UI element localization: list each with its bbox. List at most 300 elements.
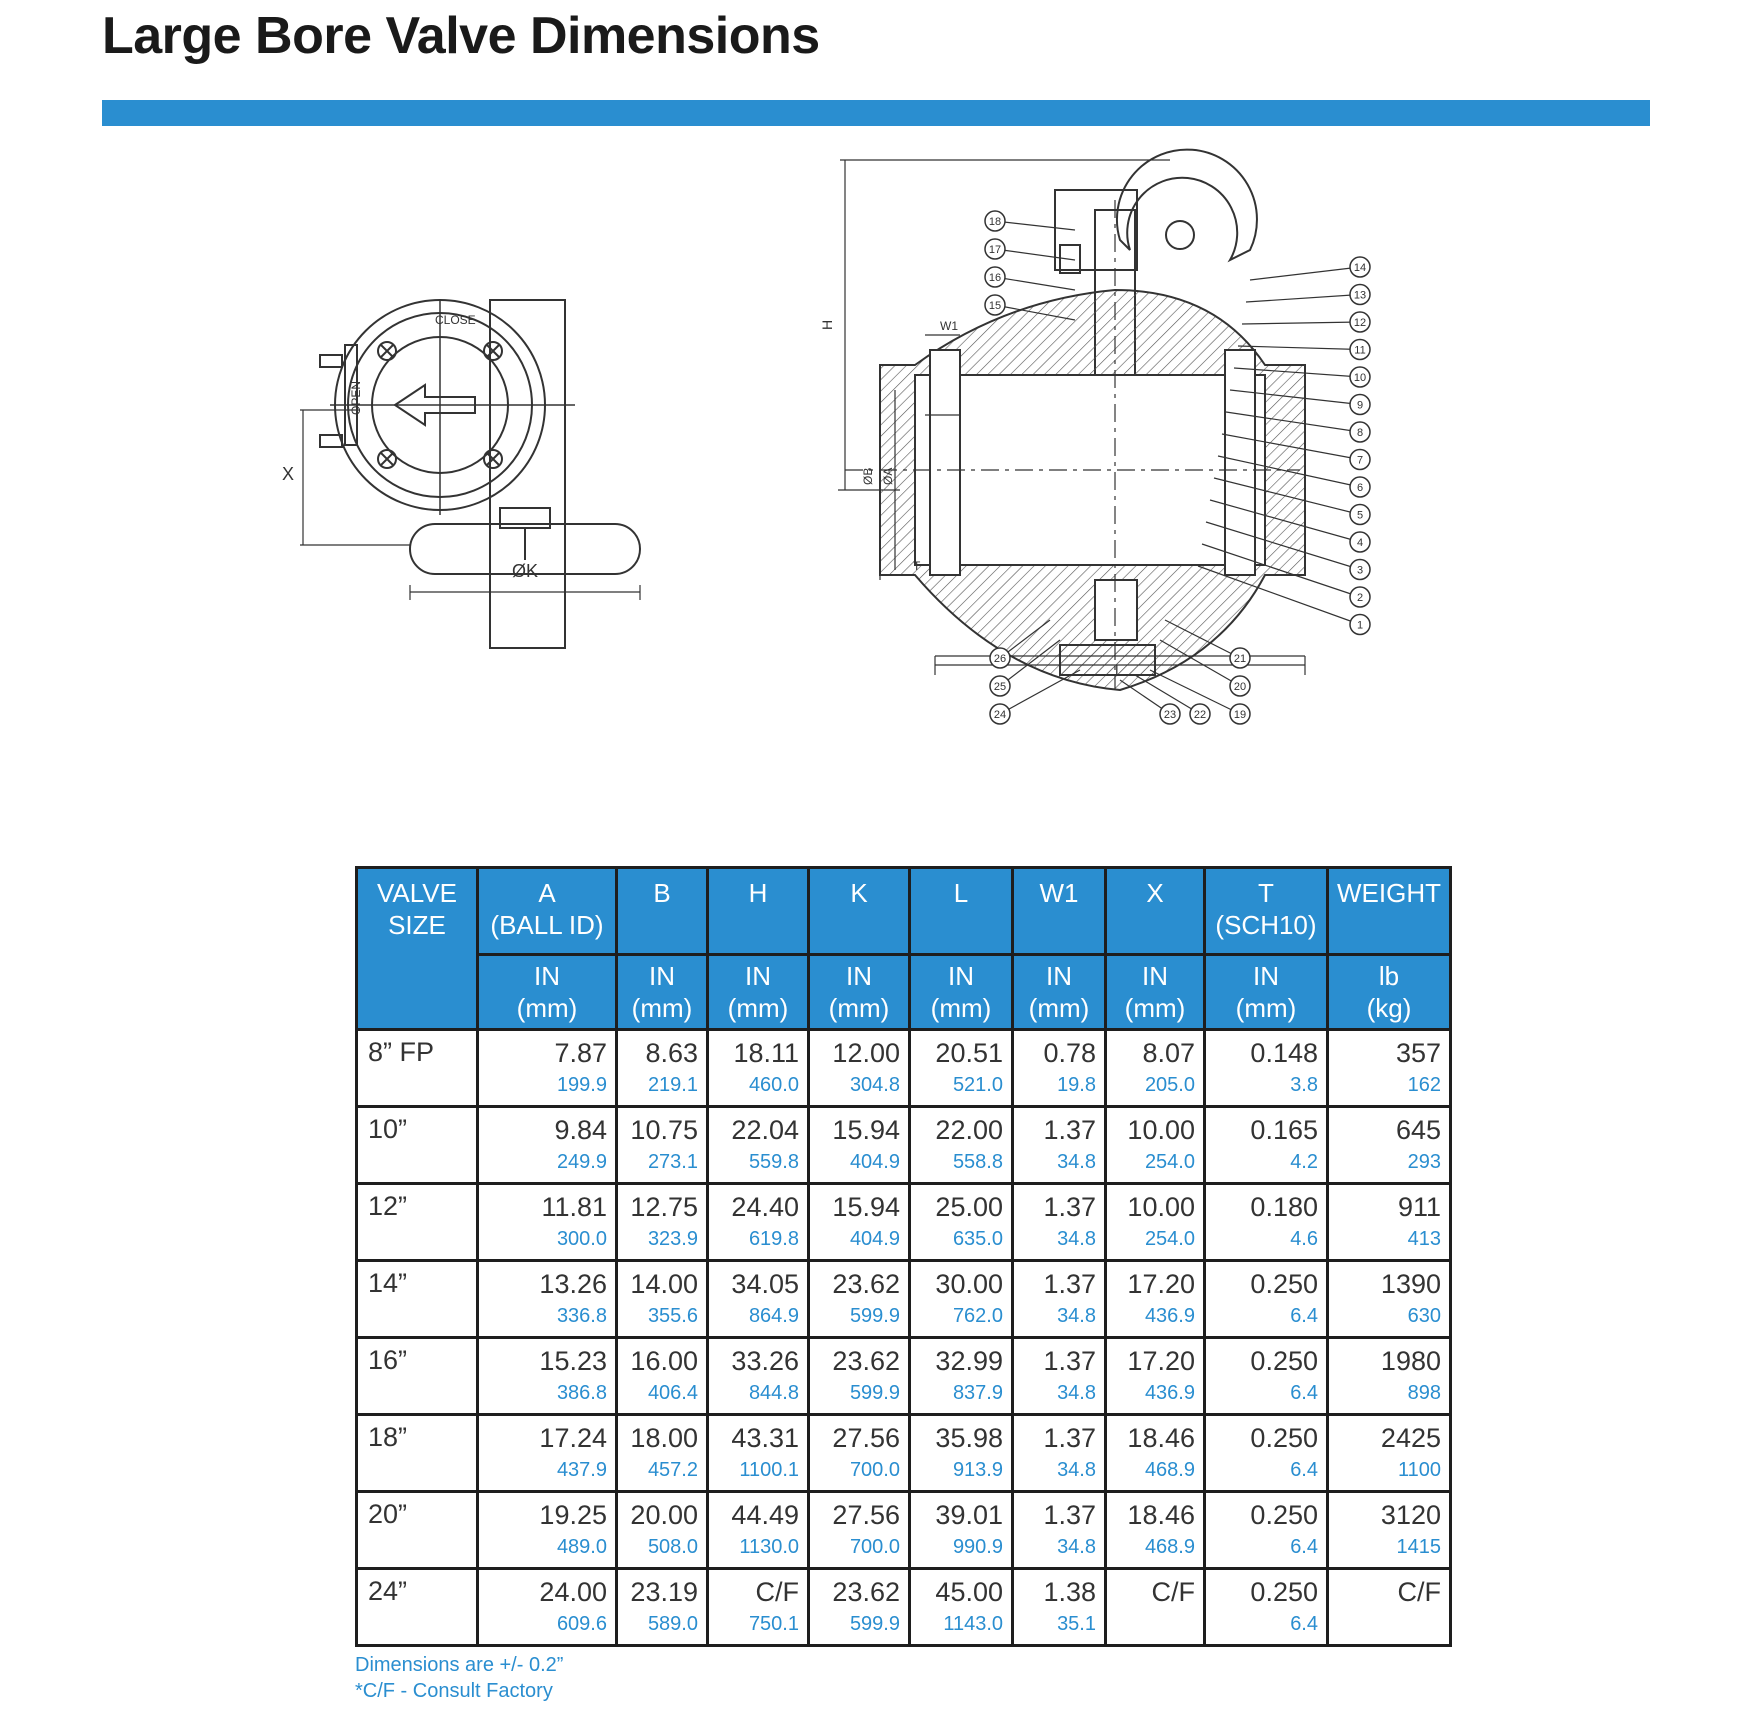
value-imperial: 22.00 — [935, 1115, 1003, 1145]
valve-drawing — [0, 140, 1749, 780]
header-unit-x — [1106, 955, 1205, 1030]
value-metric: 1100.1 — [739, 1459, 799, 1481]
callout-bubble — [1250, 257, 1370, 280]
value-cell — [910, 1261, 1013, 1338]
callout-number: 9 — [1356, 399, 1364, 412]
unit-secondary: (mm) — [1028, 993, 1090, 1023]
header-col-k — [809, 868, 910, 955]
callout-bubble — [1246, 285, 1370, 305]
table-row — [357, 1492, 1451, 1569]
callout-bubble — [1242, 312, 1370, 332]
l-dimension-label: L — [1115, 662, 1123, 678]
value-metric: 6.4 — [1290, 1305, 1318, 1327]
value-imperial: 9.84 — [554, 1115, 607, 1145]
value-metric: 468.9 — [1144, 1459, 1195, 1481]
header-row-labels — [357, 868, 1451, 955]
value-cell — [617, 1569, 708, 1646]
footnote-consult-factory: *C/F - Consult Factory — [355, 1680, 553, 1702]
value-imperial: 15.23 — [539, 1346, 607, 1376]
value-metric: 4.2 — [1290, 1151, 1318, 1173]
value-metric: 1143.0 — [943, 1613, 1003, 1635]
value-metric: 4.6 — [1290, 1228, 1318, 1250]
callout-number: 7 — [1356, 454, 1364, 467]
value-metric: 1415 — [1396, 1536, 1441, 1558]
callout-number: 13 — [1353, 289, 1367, 302]
value-cell — [1013, 1107, 1106, 1184]
footnote-tolerance: Dimensions are +/- 0.2” — [355, 1654, 564, 1676]
value-metric: 413 — [1407, 1228, 1441, 1250]
value-cell — [809, 1030, 910, 1107]
header-sublabel: SIZE — [388, 910, 446, 940]
value-metric: 386.8 — [556, 1382, 607, 1404]
value-cell — [617, 1030, 708, 1107]
valve-size-cell: 8” FP — [357, 1030, 478, 1107]
value-imperial: 3120 — [1380, 1500, 1441, 1530]
value-imperial: 10.00 — [1127, 1192, 1195, 1222]
value-cell — [1013, 1569, 1106, 1646]
value-imperial: 0.250 — [1250, 1346, 1318, 1376]
value-cell — [478, 1261, 617, 1338]
value-metric: 273.1 — [647, 1151, 698, 1173]
value-metric: 34.8 — [1057, 1382, 1096, 1404]
value-imperial: 18.11 — [733, 1038, 799, 1068]
value-imperial: 20.51 — [935, 1038, 1003, 1068]
value-metric: 404.9 — [849, 1151, 900, 1173]
value-cell — [708, 1415, 809, 1492]
value-imperial: C/F — [1151, 1577, 1195, 1607]
value-cell — [1013, 1492, 1106, 1569]
unit-secondary: (mm) — [828, 993, 890, 1023]
value-metric: 468.9 — [1144, 1536, 1195, 1558]
unit-primary: IN — [1046, 961, 1072, 991]
value-metric: 558.8 — [952, 1151, 1003, 1173]
value-metric: 34.8 — [1057, 1459, 1096, 1481]
callout-number: 12 — [1353, 317, 1367, 329]
valve-size-cell: 20” — [357, 1492, 478, 1569]
value-metric: 913.9 — [952, 1459, 1003, 1481]
value-metric: 219.1 — [647, 1074, 698, 1096]
header-unit-k — [809, 955, 910, 1030]
value-cell — [1013, 1261, 1106, 1338]
header-sublabel: (BALL ID) — [490, 910, 604, 940]
value-metric: 864.9 — [748, 1305, 799, 1327]
value-metric: 837.9 — [952, 1382, 1003, 1404]
header-col-h — [708, 868, 809, 955]
callout-number: 19 — [1233, 709, 1247, 721]
w1-dimension-label: W1 — [940, 319, 958, 333]
value-cell — [617, 1261, 708, 1338]
value-metric: 844.8 — [748, 1382, 799, 1404]
table-row — [357, 1107, 1451, 1184]
value-cell — [617, 1107, 708, 1184]
header-label: WEIGHT — [1337, 878, 1441, 908]
value-cell — [910, 1030, 1013, 1107]
value-metric: 1130.0 — [739, 1536, 799, 1558]
value-metric: 436.9 — [1144, 1382, 1195, 1404]
value-imperial: 34.05 — [731, 1269, 799, 1299]
value-imperial: 10.00 — [1127, 1115, 1195, 1145]
value-metric: 599.9 — [849, 1305, 900, 1327]
callout-number: 26 — [993, 653, 1007, 665]
value-imperial: 12.00 — [832, 1038, 900, 1068]
value-cell — [1328, 1415, 1451, 1492]
value-imperial: 1.37 — [1043, 1346, 1096, 1376]
unit-primary: IN — [745, 961, 771, 991]
b-dimension-label: ØB — [861, 467, 875, 485]
unit-primary: IN — [649, 961, 675, 991]
value-imperial: 43.31 — [731, 1423, 799, 1453]
title-accent-bar — [102, 100, 1650, 126]
value-imperial: 30.00 — [935, 1269, 1003, 1299]
value-cell — [1205, 1184, 1328, 1261]
value-cell — [1205, 1338, 1328, 1415]
unit-primary: IN — [1253, 961, 1279, 991]
value-cell — [1106, 1415, 1205, 1492]
open-label: OPEN — [349, 380, 363, 415]
value-metric: 460.0 — [748, 1074, 799, 1096]
value-metric: 630 — [1407, 1305, 1441, 1327]
value-metric: 599.9 — [849, 1382, 900, 1404]
value-metric: 34.8 — [1057, 1151, 1096, 1173]
value-metric: 35.1 — [1057, 1613, 1096, 1635]
value-imperial: 15.94 — [832, 1115, 900, 1145]
valve-size-cell: 10” — [357, 1107, 478, 1184]
callout-number: 20 — [1233, 681, 1247, 693]
callout-number: 6 — [1356, 482, 1364, 494]
value-cell — [809, 1569, 910, 1646]
header-unit-weight — [1328, 955, 1451, 1030]
value-metric: 457.2 — [647, 1459, 698, 1481]
value-cell — [708, 1261, 809, 1338]
value-imperial: 27.56 — [832, 1423, 900, 1453]
value-metric: 6.4 — [1290, 1382, 1318, 1404]
unit-secondary: (mm) — [930, 993, 992, 1023]
value-imperial: 357 — [1395, 1038, 1441, 1068]
value-imperial: 1.37 — [1043, 1269, 1096, 1299]
value-cell — [1328, 1492, 1451, 1569]
value-cell — [1106, 1261, 1205, 1338]
unit-secondary: (mm) — [1235, 993, 1297, 1023]
value-cell — [708, 1184, 809, 1261]
value-imperial: 18.00 — [630, 1423, 698, 1453]
value-imperial: 24.00 — [539, 1577, 607, 1607]
value-imperial: 23.62 — [832, 1346, 900, 1376]
callout-number: 3 — [1356, 564, 1364, 577]
unit-secondary: (mm) — [727, 993, 789, 1023]
unit-primary: IN — [1142, 961, 1168, 991]
dimensions-table — [355, 866, 1452, 1647]
table-row — [357, 1415, 1451, 1492]
value-cell — [910, 1415, 1013, 1492]
value-cell — [809, 1338, 910, 1415]
callout-number: 17 — [988, 244, 1002, 256]
header-unit-w1 — [1013, 955, 1106, 1030]
callout-number: 18 — [988, 216, 1002, 228]
k-dimension-label: ØK — [512, 561, 539, 581]
value-metric: 990.9 — [952, 1536, 1003, 1558]
value-imperial: 24.40 — [731, 1192, 799, 1222]
value-imperial: 0.250 — [1250, 1500, 1318, 1530]
value-cell — [1013, 1184, 1106, 1261]
value-cell — [809, 1184, 910, 1261]
value-metric: 559.8 — [748, 1151, 799, 1173]
value-metric: 750.1 — [748, 1613, 799, 1635]
value-cell — [1205, 1030, 1328, 1107]
value-cell — [708, 1338, 809, 1415]
unit-primary: IN — [948, 961, 974, 991]
header-label: VALVE — [377, 878, 457, 908]
unit-secondary: (mm) — [516, 993, 578, 1023]
value-metric: 437.9 — [556, 1459, 607, 1481]
dimensions-table-wrap — [355, 866, 1452, 1647]
section-view-drawing — [838, 150, 1305, 690]
value-cell — [809, 1492, 910, 1569]
value-cell — [1328, 1338, 1451, 1415]
callout-number: 10 — [1353, 372, 1367, 384]
header-unit-a — [478, 955, 617, 1030]
value-cell — [478, 1569, 617, 1646]
value-imperial: 0.250 — [1250, 1423, 1318, 1453]
value-cell — [910, 1107, 1013, 1184]
value-cell — [617, 1338, 708, 1415]
unit-primary: IN — [846, 961, 872, 991]
table-row — [357, 1569, 1451, 1646]
unit-primary: IN — [534, 961, 560, 991]
value-imperial: 15.94 — [832, 1192, 900, 1222]
value-cell — [1013, 1338, 1106, 1415]
callout-bubble — [1120, 680, 1180, 724]
value-metric: 162 — [1407, 1074, 1441, 1096]
value-imperial: 1.37 — [1043, 1192, 1096, 1222]
unit-primary: lb — [1378, 961, 1400, 991]
value-cell — [1106, 1030, 1205, 1107]
value-cell — [1328, 1184, 1451, 1261]
value-cell — [1205, 1261, 1328, 1338]
header-col-x — [1106, 868, 1205, 955]
value-imperial: 0.78 — [1043, 1038, 1096, 1068]
value-imperial: 1390 — [1380, 1269, 1441, 1299]
value-metric: 609.6 — [556, 1613, 607, 1635]
value-imperial: 0.180 — [1250, 1192, 1318, 1222]
value-imperial: 25.00 — [935, 1192, 1003, 1222]
value-imperial: 44.49 — [731, 1500, 799, 1530]
value-metric: 6.4 — [1290, 1536, 1318, 1558]
unit-secondary: (mm) — [1124, 993, 1186, 1023]
value-cell — [809, 1415, 910, 1492]
value-imperial: 19.25 — [539, 1500, 607, 1530]
callout-number: 22 — [1193, 709, 1207, 721]
value-metric: 249.9 — [556, 1151, 607, 1173]
value-imperial: 11.81 — [541, 1192, 607, 1222]
value-cell — [1205, 1107, 1328, 1184]
callout-number: 5 — [1356, 509, 1364, 522]
value-metric: 700.0 — [849, 1459, 900, 1481]
header-col-a — [478, 868, 617, 955]
value-metric: 304.8 — [849, 1074, 900, 1096]
value-metric: 34.8 — [1057, 1305, 1096, 1327]
value-cell — [1328, 1107, 1451, 1184]
valve-size-cell: 12” — [357, 1184, 478, 1261]
header-label: T — [1258, 878, 1274, 908]
value-imperial: 23.62 — [832, 1577, 900, 1607]
header-col-weight — [1328, 868, 1451, 955]
header-unit-l — [910, 955, 1013, 1030]
value-imperial: 1980 — [1380, 1346, 1441, 1376]
value-imperial: 23.62 — [832, 1269, 900, 1299]
value-imperial: 12.75 — [630, 1192, 698, 1222]
value-imperial: 32.99 — [935, 1346, 1003, 1376]
callout-bubble — [985, 211, 1075, 231]
value-cell — [1205, 1415, 1328, 1492]
value-metric: 489.0 — [556, 1536, 607, 1558]
value-cell — [708, 1030, 809, 1107]
h-dimension-label: H — [819, 319, 835, 330]
header-label: H — [748, 878, 768, 908]
value-cell — [910, 1492, 1013, 1569]
header-sublabel: (SCH10) — [1215, 910, 1317, 940]
unit-secondary: (mm) — [631, 993, 693, 1023]
value-imperial: 0.250 — [1250, 1269, 1318, 1299]
callout-number: 25 — [993, 681, 1007, 693]
value-cell — [478, 1338, 617, 1415]
value-metric: 436.9 — [1144, 1305, 1195, 1327]
header-unit-t — [1205, 955, 1328, 1030]
value-cell — [1205, 1492, 1328, 1569]
value-metric: 254.0 — [1144, 1151, 1195, 1173]
page-title: Large Bore Valve Dimensions — [102, 7, 820, 65]
table-row — [357, 1261, 1451, 1338]
value-imperial: 0.148 — [1250, 1038, 1318, 1068]
header-col-l — [910, 868, 1013, 955]
value-imperial: 7.87 — [554, 1038, 607, 1068]
value-imperial: 1.37 — [1043, 1115, 1096, 1145]
header-label: L — [953, 878, 969, 908]
table-body — [357, 1030, 1451, 1646]
value-metric: 205.0 — [1144, 1074, 1195, 1096]
value-cell — [478, 1030, 617, 1107]
value-metric: 300.0 — [556, 1228, 607, 1250]
table-row — [357, 1338, 1451, 1415]
callout-bubble — [985, 239, 1075, 260]
table-row — [357, 1184, 1451, 1261]
header-unit-h — [708, 955, 809, 1030]
valve-size-cell: 16” — [357, 1338, 478, 1415]
callout-number: 11 — [1354, 344, 1366, 357]
value-imperial: 20.00 — [630, 1500, 698, 1530]
value-cell — [1106, 1492, 1205, 1569]
unit-secondary: (kg) — [1366, 993, 1412, 1023]
a-dimension-label: ØA — [881, 467, 895, 485]
value-imperial: 0.165 — [1250, 1115, 1318, 1145]
value-cell — [809, 1107, 910, 1184]
value-cell — [1106, 1184, 1205, 1261]
value-cell — [1106, 1338, 1205, 1415]
value-imperial: 33.26 — [731, 1346, 799, 1376]
value-metric: 1100 — [1397, 1459, 1441, 1481]
value-imperial: C/F — [755, 1577, 799, 1607]
value-cell — [708, 1107, 809, 1184]
value-cell — [1205, 1569, 1328, 1646]
value-metric: 355.6 — [647, 1305, 698, 1327]
value-metric: 619.8 — [748, 1228, 799, 1250]
header-label: B — [653, 878, 671, 908]
callout-number: 2 — [1356, 592, 1364, 604]
value-metric: 898 — [1407, 1382, 1441, 1404]
value-imperial: 18.46 — [1127, 1423, 1195, 1453]
value-imperial: 8.63 — [645, 1038, 698, 1068]
header-label: A — [538, 878, 556, 908]
value-cell — [708, 1492, 809, 1569]
value-metric: 635.0 — [952, 1228, 1003, 1250]
value-metric: 6.4 — [1290, 1613, 1318, 1635]
value-imperial: 645 — [1395, 1115, 1441, 1145]
value-imperial: 45.00 — [935, 1577, 1003, 1607]
header-label: W1 — [1039, 878, 1079, 908]
value-metric: 599.9 — [849, 1613, 900, 1635]
value-metric: 508.0 — [647, 1536, 698, 1558]
value-imperial: 35.98 — [935, 1423, 1003, 1453]
value-imperial: 8.07 — [1142, 1038, 1195, 1068]
value-metric: 6.4 — [1290, 1459, 1318, 1481]
value-imperial: 18.46 — [1127, 1500, 1195, 1530]
value-metric: 404.9 — [849, 1228, 900, 1250]
value-metric: 521.0 — [952, 1074, 1003, 1096]
value-cell — [1106, 1569, 1205, 1646]
value-imperial: 39.01 — [935, 1500, 1003, 1530]
value-imperial: 1.38 — [1043, 1577, 1096, 1607]
value-cell — [617, 1492, 708, 1569]
value-metric: 700.0 — [849, 1536, 900, 1558]
value-imperial: 13.26 — [539, 1269, 607, 1299]
valve-size-cell: 18” — [357, 1415, 478, 1492]
callout-number: 1 — [1356, 619, 1364, 632]
value-imperial: 2425 — [1380, 1423, 1441, 1453]
value-cell — [478, 1184, 617, 1261]
header-col-w1 — [1013, 868, 1106, 955]
table-row — [357, 1030, 1451, 1107]
value-metric: 19.8 — [1057, 1074, 1096, 1096]
x-dimension-label: X — [282, 464, 295, 484]
value-cell — [1328, 1261, 1451, 1338]
header-valve-size — [357, 868, 478, 1030]
value-imperial: C/F — [1397, 1577, 1441, 1607]
value-cell — [1328, 1569, 1451, 1646]
callout-number: 23 — [1163, 709, 1177, 721]
value-metric: 293 — [1407, 1151, 1441, 1173]
header-col-b — [617, 868, 708, 955]
callout-number: 14 — [1353, 262, 1367, 274]
value-metric: 589.0 — [647, 1613, 698, 1635]
value-metric: 254.0 — [1144, 1228, 1195, 1250]
value-imperial: 10.75 — [630, 1115, 698, 1145]
value-imperial: 1.37 — [1043, 1500, 1096, 1530]
valve-size-cell: 14” — [357, 1261, 478, 1338]
value-cell — [910, 1184, 1013, 1261]
value-cell — [478, 1107, 617, 1184]
value-cell — [809, 1261, 910, 1338]
value-imperial: 17.20 — [1127, 1346, 1195, 1376]
value-metric: 762.0 — [952, 1305, 1003, 1327]
value-metric: 336.8 — [556, 1305, 607, 1327]
value-cell — [1328, 1030, 1451, 1107]
header-label: K — [850, 878, 868, 908]
end-view-drawing — [300, 300, 640, 648]
callout-number: 24 — [993, 709, 1007, 721]
value-imperial: 17.24 — [539, 1423, 607, 1453]
value-imperial: 27.56 — [832, 1500, 900, 1530]
value-cell — [910, 1569, 1013, 1646]
value-imperial: 17.20 — [1127, 1269, 1195, 1299]
